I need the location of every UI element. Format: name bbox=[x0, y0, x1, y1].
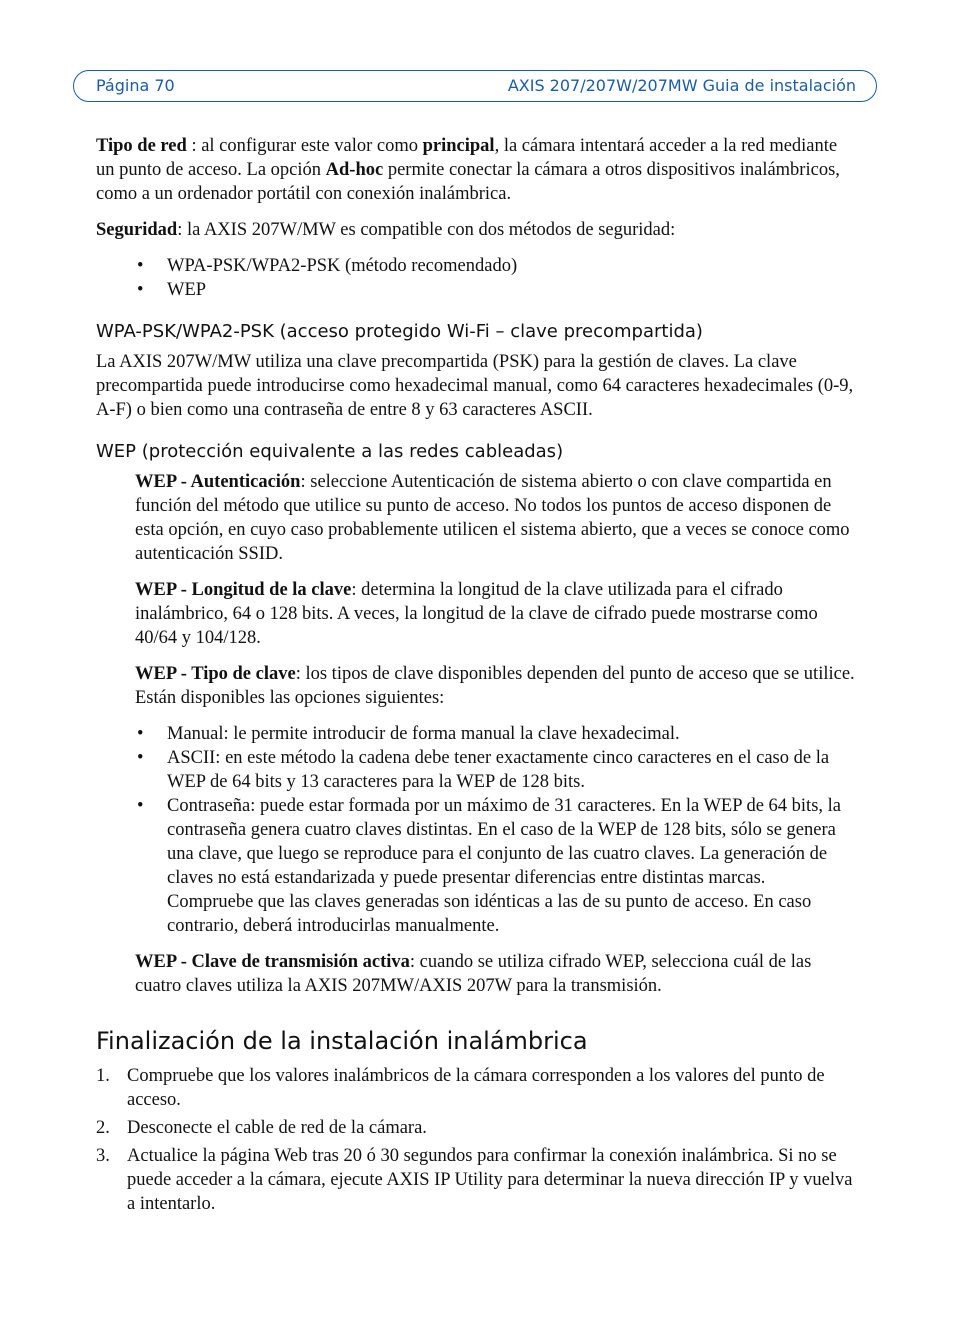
list-item: • Manual: le permite introducir de forma manual la clave hexadecimal. bbox=[137, 724, 680, 744]
document-title: AXIS 207/207W/207MW Guia de instalación bbox=[507, 76, 856, 95]
wep-authentication-paragraph: WEP - Autenticación: seleccione Autenticación de sistema abierto o con clave compartida en función del método que utilice su punto de acceso. No todos los puntos de acceso disponen de esta opción, en cuyo caso probablemente utilicen el sistema abierto, que a veces se conoce como autenticación SSID. bbox=[135, 472, 850, 564]
list-item: • ASCII: en este método la cadena debe tener exactamente cinco caracteres en el caso de la WEP de 64 bits y 13 caracteres para la WEP de 128 bits. bbox=[137, 748, 830, 792]
key-types-list bbox=[96, 722, 856, 938]
list-item: • WPA-PSK/WPA2-PSK (método recomendado) bbox=[137, 256, 518, 276]
page-header bbox=[73, 70, 877, 102]
page-number: Página 70 bbox=[96, 76, 175, 95]
bullet-icon: • bbox=[137, 256, 144, 276]
wep-heading: WEP (protección equivalente a las redes cableadas) bbox=[96, 441, 564, 462]
wep-key-length-paragraph: WEP - Longitud de la clave: determina la longitud de la clave utilizada para el cifrado inalámbrico, 64 o 128 bits. A veces, la longitud de la clave de cifrado puede mostrarse como 40/64 y 104/128. bbox=[135, 580, 818, 648]
bullet-icon: • bbox=[137, 748, 144, 768]
security-methods-list bbox=[96, 254, 856, 302]
term-principal: principal bbox=[422, 136, 495, 156]
bullet-icon: • bbox=[137, 280, 144, 300]
section-heading-finalizacion: Finalización de la instalación inalámbrica bbox=[96, 1027, 588, 1055]
term-ad-hoc: Ad-hoc bbox=[325, 160, 384, 180]
step-item: 1. Compruebe que los valores inalámbricos de la cámara corresponden a los valores del punto de acceso. bbox=[96, 1066, 825, 1110]
paragraph-tipo-de-red: Tipo de red : al configurar este valor como principal, la cámara intentará acceder a la red mediante un punto de acceso. La opción Ad-hoc permite conectar la cámara a otros dispositivos inalámbricos, como a un ordenador portátil con conexión inalámbrica. bbox=[96, 136, 840, 204]
steps-list bbox=[96, 1064, 856, 1216]
wep-key-type-paragraph: WEP - Tipo de clave: los tipos de clave disponibles dependen del punto de acceso que se utilice. Están disponibles las opciones siguientes: bbox=[135, 664, 855, 708]
bullet-icon: • bbox=[137, 796, 144, 816]
term-seguridad: Seguridad bbox=[96, 220, 178, 240]
paragraph-seguridad: Seguridad: la AXIS 207W/MW es compatible con dos métodos de seguridad: bbox=[96, 220, 676, 240]
wpa-paragraph: La AXIS 207W/MW utiliza una clave precompartida (PSK) para la gestión de claves. La clave precompartida puede introducirse como hexadecimal manual, como 64 caracteres hexadecimales (0-9, A-F) o bien como una contraseña de entre 8 y 63 caracteres ASCII. bbox=[96, 352, 854, 420]
wpa-heading: WPA-PSK/WPA2-PSK (acceso protegido Wi-Fi – clave precompartida) bbox=[96, 321, 703, 342]
wep-active-key-paragraph: WEP - Clave de transmisión activa: cuando se utiliza cifrado WEP, selecciona cuál de las cuatro claves utiliza la AXIS 207MW/AXIS 207W para la transmisión. bbox=[135, 952, 812, 996]
step-item: 2. Desconecte el cable de red de la cámara. bbox=[96, 1118, 427, 1138]
bullet-icon: • bbox=[137, 724, 144, 744]
list-item: • Contraseña: puede estar formada por un máximo de 31 caracteres. En la WEP de 64 bits, la contraseña genera cuatro claves distintas. En el caso de la WEP de 128 bits, sólo se genera una clave, que luego se reproduce para el conjunto de las cuatro claves. La generación de claves no está estandarizada y puede presentar diferencias entre distintas marcas. Compruebe que las claves generadas son idénticas a las de su punto de acceso. En caso contrario, deberá introducirlas manualmente. bbox=[137, 796, 841, 936]
step-item: 3. Actualice la página Web tras 20 ó 30 segundos para confirmar la conexión inalámbrica. Si no se puede acceder a la cámara, ejecute AXIS IP Utility para determinar la nueva dirección IP y vuelva a intentarlo. bbox=[96, 1146, 853, 1214]
page-content bbox=[96, 134, 856, 1220]
term-tipo-de-red: Tipo de red bbox=[96, 136, 187, 156]
list-item: • WEP bbox=[137, 280, 207, 300]
